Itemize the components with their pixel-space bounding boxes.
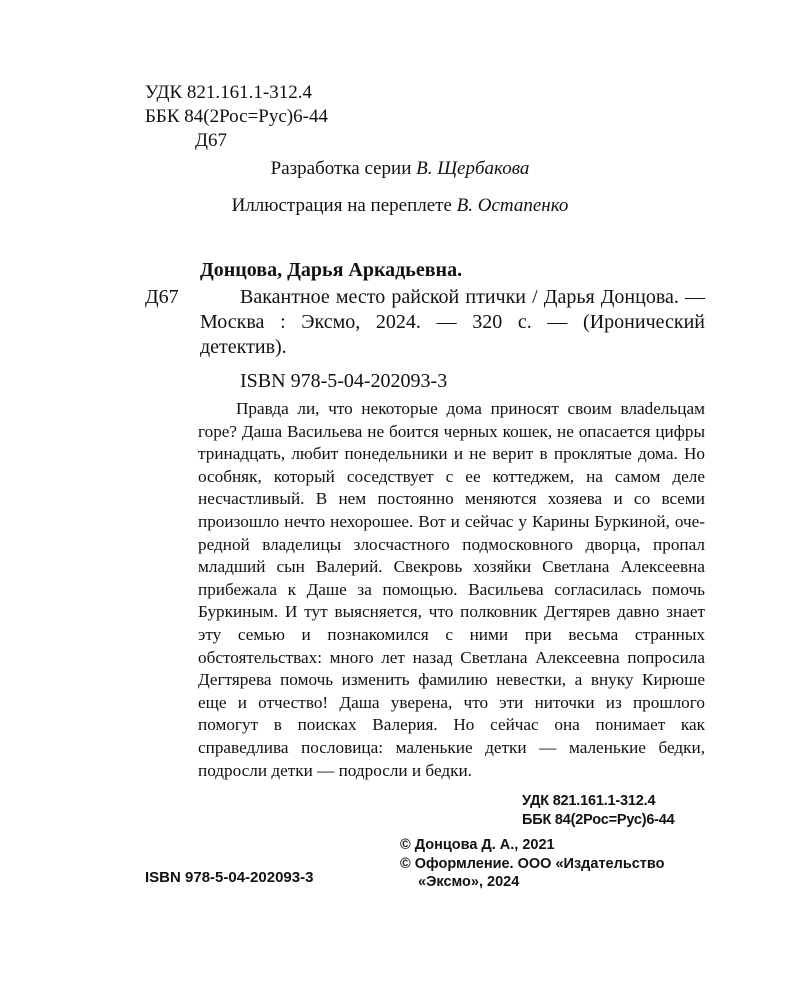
series-credit-person: В. Щербакова: [416, 158, 530, 179]
copyright-design: © Оформление. ООО «Издательство: [400, 855, 665, 872]
annotation: [198, 398, 705, 782]
series-credit: [0, 157, 800, 181]
annotation-text: Правда ли, что некоторые дома приносят своим влаdельцам горе? Даша Васильева не боится черных кошек, не опасается цифры тринадцать, любит понедельники и не верит в проклятые дома. Но особняк, который соседствует с ее коттеджем, на самом деле несчастливый. В нем постоянно меняются хозяева и со всеми произошло нечто нехорошее. Вот и сейчас у Карины Буркиной, очередной владелицы злосчастного подмосковного дворца, пропал младший сын Валерий. Свекровь хозяйки Светлана Алексеевна прибежала к Даше за помощью. Васильева согласилась помочь Буркиным. И тут выясняется, что полковник Дегтярев давно знает эту семью и познакомился с ними при весьма странных обстоятельствах: много лет назад Светлана Алексеевна попросила Дегтярева помочь изменить фамилию невестки, а внуку Кирюше еще и отчество! Даша уверена, что эти ниточки из прошлого помогут в поисках Валерия. Но сейчас она понимает как справедлива пословица: маленькие детки — маленькие бедки, подросли детки — подросли и бедки.: [198, 399, 705, 780]
footer-isbn: ISBN 978-5-04-202093-3: [145, 869, 314, 886]
author-mark: Д67: [195, 130, 227, 151]
series-credit-label: Разработка серии: [270, 158, 412, 179]
catalog-isbn: ISBN 978-5-04-202093-3: [240, 370, 448, 392]
footer-classification: [522, 792, 675, 830]
catalog-author-mark: Д67: [145, 286, 179, 308]
classification-block: [145, 81, 328, 153]
cover-credit-person: В. Остапенко: [456, 195, 569, 216]
catalog-author-heading: Донцова, Дарья Аркадьевна.: [200, 259, 463, 281]
catalog-entry: [145, 285, 705, 360]
udk-code: УДК 821.161.1-312.4: [145, 82, 312, 103]
footer-udk: УДК 821.161.1-312.4: [522, 793, 656, 809]
cover-credit-label: Иллюстрация на переплете: [231, 195, 452, 216]
catalog-description: Вакантное место райской птички / Дарья Донцова. — Москва : Эксмо, 2024. — 320 с. — (Иронический детектив).: [200, 286, 705, 358]
catalog-record: [145, 258, 705, 394]
footer-bbk: ББК 84(2Рос=Рус)6-44: [522, 812, 675, 828]
cover-credit: [0, 194, 800, 218]
copyright-design-cont: «Эксмо», 2024: [418, 874, 520, 890]
bbk-code: ББК 84(2Рос=Рус)6-44: [145, 106, 328, 127]
copyright-author: © Донцова Д. А., 2021: [400, 837, 555, 853]
copyright-block: [400, 836, 664, 892]
